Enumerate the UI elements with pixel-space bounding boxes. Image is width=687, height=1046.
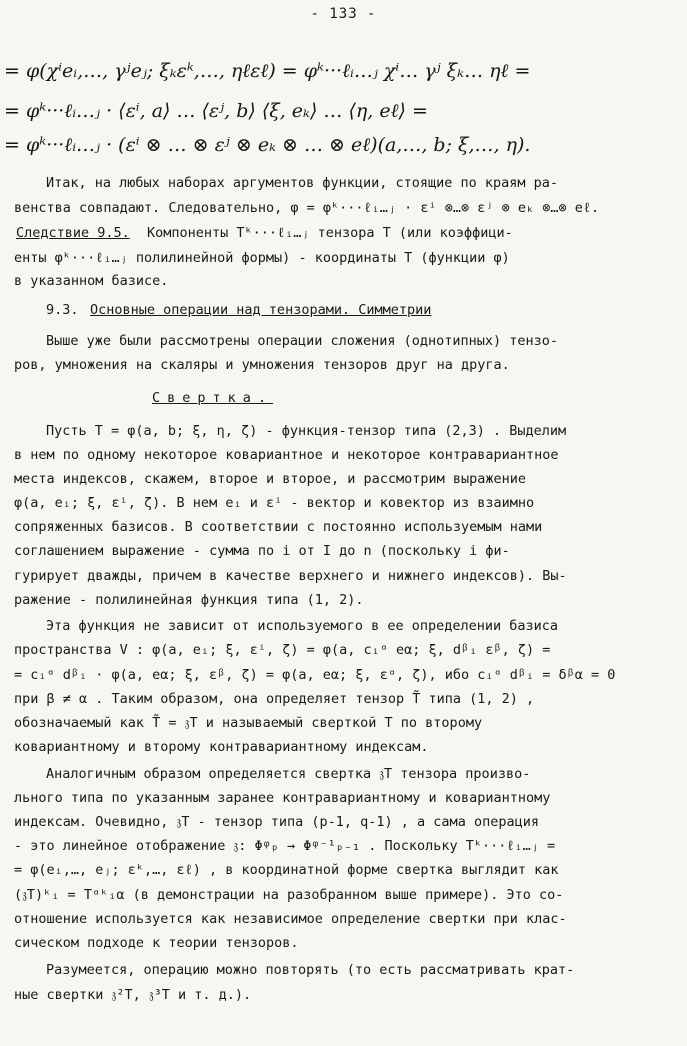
- formula-line-1: = φ(χⁱeᵢ,…, γʲeⱼ; ξₖεᵏ,…, ηℓεℓ) = φᵏ···ℓᵢ…ⱼ χⁱ… γʲ ξₖ… ηℓ =: [4, 60, 531, 82]
- text-line: ров, умножения на скаляры и умножения тензоров друг на друга.: [14, 357, 510, 373]
- text-line: - это линейное отображение 𝔷: Φᵠₚ → Φᵠ⁻¹ₚ₋₁ . Поскольку Tᵏ···ℓᵢ…ⱼ =: [14, 838, 556, 854]
- text-line: в нем по одному некоторое ковариантное и некоторое контравариантное: [14, 447, 559, 463]
- text-line: в указанном базисе.: [14, 273, 169, 289]
- text-line: Компоненты Tᵏ···ℓᵢ…ⱼ тензора T (или коэффици-: [147, 225, 513, 241]
- text-line: Выше уже были рассмотрены операции сложения (однотипных) тензо-: [46, 333, 559, 349]
- text-line: сопряженных базисов. В соответствии с постоянно используемым нами: [14, 519, 543, 535]
- formula-line-3: = φᵏ···ℓᵢ…ⱼ · (εⁱ ⊗ … ⊗ εʲ ⊗ eₖ ⊗ … ⊗ eℓ)(a,…, b; ξ,…, η).: [4, 134, 531, 156]
- text-line: Пусть T = φ(a, b; ξ, η, ζ) - функция-тензор типа (2,3) . Выделим: [46, 423, 567, 439]
- formula-line-2: = φᵏ···ℓᵢ…ⱼ · ⟨εⁱ, a⟩ … ⟨εʲ, b⟩ ⟨ξ, eₖ⟩ … ⟨η, eℓ⟩ =: [4, 100, 428, 122]
- text-line: места индексов, скажем, второе и второе, и рассмотрим выражение: [14, 471, 527, 487]
- text-line: = cᵢᵅ dᵝᵢ · φ(a, eα; ξ, εᵝ, ζ) = φ(a, eα; ξ, εᵅ, ζ), ибо cᵢᵅ dᵝᵢ = δᵝα = 0: [14, 667, 616, 683]
- text-line: ражение - полилинейная функция типа (1, 2).: [14, 592, 364, 608]
- text-line: ные свертки 𝔷²T, 𝔷³T и т. д.).: [14, 987, 252, 1003]
- text-line: Разумеется, операцию можно повторять (то есть рассматривать крат-: [46, 962, 575, 978]
- text-line: гурирует дважды, причем в качестве верхнего и нижнего индексов). Вы-: [14, 568, 567, 584]
- section-number: 9.3.: [46, 302, 79, 318]
- text-line: сическом подходе к теории тензоров.: [14, 935, 299, 951]
- text-line: (𝔷T)ᵏᵢ = Tᵅᵏᵢα (в демонстрации на разобранном выше примере). Это со-: [14, 887, 564, 903]
- text-line: отношение используется как независимое определение свертки при клас-: [14, 911, 567, 927]
- text-line: ковариантному и второму контравариантному индексам.: [14, 739, 429, 755]
- text-line: Аналогичным образом определяется свертка 𝔷T тензора произво-: [46, 766, 531, 782]
- text-line: Итак, на любых наборах аргументов функции, стоящие по краям ра-: [46, 175, 559, 191]
- text-line: соглашением выражение - сумма по i от I до n (поскольку i фи-: [14, 543, 510, 559]
- text-line: = φ(eᵢ,…, eⱼ; εᵏ,…, εℓ) , в координатной форме свертка выглядит как: [14, 862, 559, 878]
- corollary-heading: Следствие 9.5.: [16, 225, 130, 241]
- page-number: - 133 -: [310, 6, 377, 22]
- text-line: обозначаемый как T̃ = 𝔷T и называемый сверткой T по второму: [14, 715, 483, 731]
- section-title: Основные операции над тензорами. Симметрии: [90, 302, 432, 318]
- text-line: пространства V : φ(a, eᵢ; ξ, εⁱ, ζ) = φ(a, cᵢᵅ eα; ξ, dᵝᵢ εᵝ, ζ) =: [14, 642, 551, 658]
- text-line: Эта функция не зависит от используемого в ее определении базиса: [46, 618, 559, 634]
- text-line: индексам. Очевидно, 𝔷T - тензор типа (p-1, q-1) , а сама операция: [14, 814, 539, 830]
- subsection-title: Свертка.: [152, 390, 274, 406]
- text-line: при β ≠ α . Таким образом, она определяет тензор T̃ типа (1, 2) ,: [14, 691, 535, 707]
- text-line: венства совпадают. Следовательно, φ = φᵏ···ℓᵢ…ⱼ · εⁱ ⊗…⊗ εʲ ⊗ eₖ ⊗…⊗ eℓ.: [14, 200, 600, 216]
- text-line: енты φᵏ···ℓᵢ…ⱼ полилинейной формы) - координаты T (функции φ): [14, 250, 510, 266]
- text-line: льного типа по указанным заранее контравариантному и ковариантному: [14, 790, 551, 806]
- text-line: φ(a, eᵢ; ξ, εⁱ, ζ). В нем eᵢ и εⁱ - вектор и ковектор из взаимно: [14, 495, 535, 511]
